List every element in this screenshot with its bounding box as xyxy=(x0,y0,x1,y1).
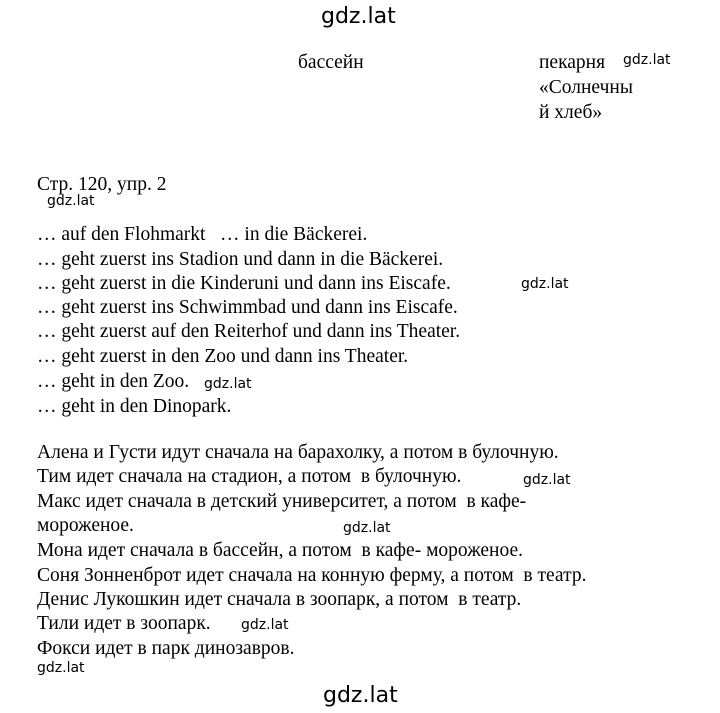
header-left-word: бассейн xyxy=(298,52,364,73)
german-answer-line: … geht zuerst ins Schwimmbad und dann ins Eiscafe. xyxy=(37,297,458,318)
watermark-small: gdz.lat xyxy=(623,52,671,68)
header-right-line: пекарня xyxy=(539,52,606,73)
german-answer-line: … geht zuerst in die Kinderuni und dann ins Eiscafe. xyxy=(37,273,451,294)
russian-translation-line: Алена и Густи идут сначала на барахолку, а потом в булочную. xyxy=(37,442,559,463)
watermark-small: gdz.lat xyxy=(343,520,391,536)
watermark-small: gdz.lat xyxy=(204,376,252,392)
header-right-line: «Солнечны xyxy=(539,77,633,98)
german-answer-line: … geht zuerst ins Stadion und dann in die Bäckerei. xyxy=(37,249,444,270)
russian-translation-line: Соня Зонненброт идет сначала на конную ферму, а потом в театр. xyxy=(37,565,587,586)
russian-translation-line: Тили идет в зоопарк. xyxy=(37,613,211,634)
russian-translation-line: Денис Лукошкин идет сначала в зоопарк, а потом в театр. xyxy=(37,589,522,610)
german-answer-line: … geht in den Dinopark. xyxy=(37,396,232,417)
watermark-small: gdz.lat xyxy=(37,660,85,676)
watermark-top: gdz.lat xyxy=(321,4,396,29)
russian-translation-line: Фокси идет в парк динозавров. xyxy=(37,638,295,659)
header-right-line: й хлеб» xyxy=(539,102,603,123)
watermark-small: gdz.lat xyxy=(521,276,569,292)
watermark-small: gdz.lat xyxy=(47,193,95,209)
german-answer-line: … geht zuerst auf den Reiterhof und dann ins Theater. xyxy=(37,321,461,342)
watermark-bottom: gdz.lat xyxy=(323,683,398,708)
german-answer-line: … auf den Flohmarkt … in die Bäckerei. xyxy=(37,224,368,245)
russian-translation-line: Мона идет сначала в бассейн, а потом в кафе- мороженое. xyxy=(37,540,524,561)
watermark-small: gdz.lat xyxy=(523,472,571,488)
exercise-reference: Стр. 120, упр. 2 xyxy=(37,174,167,195)
russian-translation-line: мороженое. xyxy=(37,515,134,536)
german-answer-line: … geht zuerst in den Zoo und dann ins Theater. xyxy=(37,346,409,367)
german-answer-line: … geht in den Zoo. xyxy=(37,371,190,392)
russian-translation-line: Макс идет сначала в детский университет, а потом в кафе- xyxy=(37,491,527,512)
russian-translation-line: Тим идет сначала на стадион, а потом в булочную. xyxy=(37,466,462,487)
watermark-small: gdz.lat xyxy=(241,617,289,633)
